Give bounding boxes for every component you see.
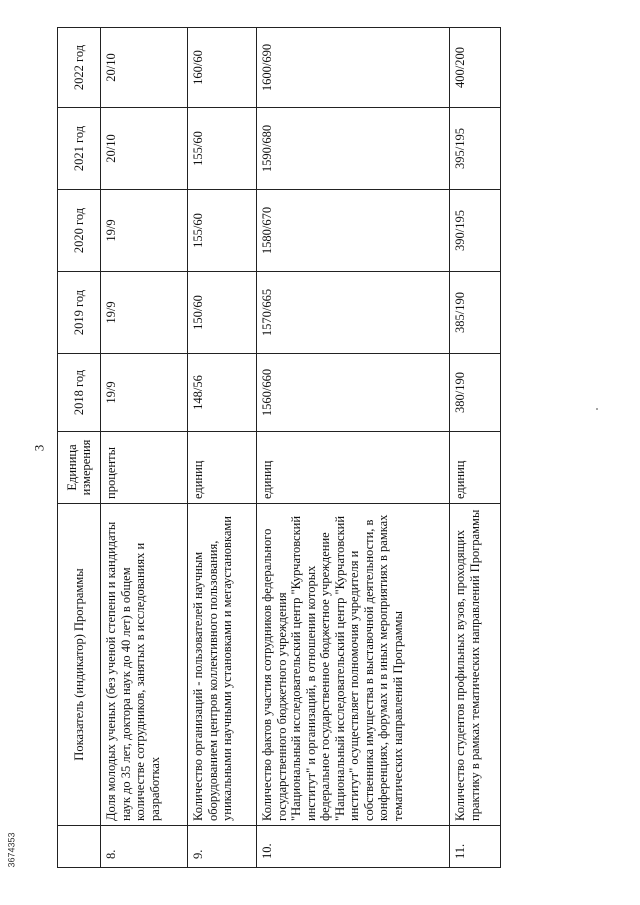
value-2021: 155/60 — [188, 108, 257, 190]
value-2019: 385/190 — [450, 272, 501, 354]
row-number: 9. — [188, 826, 257, 868]
unit-cell: проценты — [101, 432, 188, 504]
value-2020: 155/60 — [188, 190, 257, 272]
value-2021: 1590/680 — [257, 108, 450, 190]
header-2019: 2019 год — [58, 272, 101, 354]
value-2021: 395/195 — [450, 108, 501, 190]
unit-cell: единиц — [257, 432, 450, 504]
row-number: 10. — [257, 826, 450, 868]
indicators-table — [57, 27, 501, 868]
value-2018: 380/190 — [450, 354, 501, 432]
header-2021: 2021 год — [58, 108, 101, 190]
header-indicator: Показатель (индикатор) Программы — [58, 504, 101, 826]
indicator-cell: Доля молодых ученых (без ученой степени и кандидаты наук до 35 лет, доктора наук до 40 лет) в общем количестве сотрудников, занятых в исследованиях и разработках — [101, 504, 188, 826]
value-2022: 400/200 — [450, 28, 501, 108]
value-2020: 19/9 — [101, 190, 188, 272]
scan-speck — [596, 408, 598, 410]
value-2022: 20/10 — [101, 28, 188, 108]
value-2022: 1600/690 — [257, 28, 450, 108]
table-header-row — [58, 28, 101, 868]
value-2020: 390/195 — [450, 190, 501, 272]
header-unit: Единица измерения — [58, 432, 101, 504]
value-2019: 150/60 — [188, 272, 257, 354]
table-row — [101, 28, 188, 868]
value-2022: 160/60 — [188, 28, 257, 108]
value-2018: 1560/660 — [257, 354, 450, 432]
header-2020: 2020 год — [58, 190, 101, 272]
indicator-cell: Количество организаций - пользователей научным оборудованием центров коллективного пользования, уникальными научными установками и мегаустановками — [188, 504, 257, 826]
indicator-cell: Количество студентов профильных вузов, проходящих практику в рамках тематических направлений Программы — [450, 504, 501, 826]
header-2018: 2018 год — [58, 354, 101, 432]
header-num — [58, 826, 101, 868]
table-row — [450, 28, 501, 868]
page-number: 3 — [31, 444, 47, 452]
value-2019: 19/9 — [101, 272, 188, 354]
value-2020: 1580/670 — [257, 190, 450, 272]
table-row — [188, 28, 257, 868]
indicator-cell: Количество фактов участия сотрудников федерального государственного бюджетного учреждения "Национальный исследовательский центр "Курчатовский институт" и организаций, в отношении которых федеральное государственное бюджетное учреждение "Национальный исследовательский центр "Курчатовский институт" осуществляет полномочия учредителя и собственника имущества в выставочной деятельности, в конференциях, форумах и в иных мероприятиях в рамках тематических направлений Программы — [257, 504, 450, 826]
unit-cell: единиц — [450, 432, 501, 504]
document-id: 3674353 — [6, 832, 17, 868]
row-number: 11. — [450, 826, 501, 868]
header-2022: 2022 год — [58, 28, 101, 108]
rotated-table-wrapper — [57, 28, 509, 868]
value-2021: 20/10 — [101, 108, 188, 190]
unit-cell: единиц — [188, 432, 257, 504]
value-2018: 19/9 — [101, 354, 188, 432]
row-number: 8. — [101, 826, 188, 868]
value-2018: 148/56 — [188, 354, 257, 432]
table-row — [257, 28, 450, 868]
value-2019: 1570/665 — [257, 272, 450, 354]
